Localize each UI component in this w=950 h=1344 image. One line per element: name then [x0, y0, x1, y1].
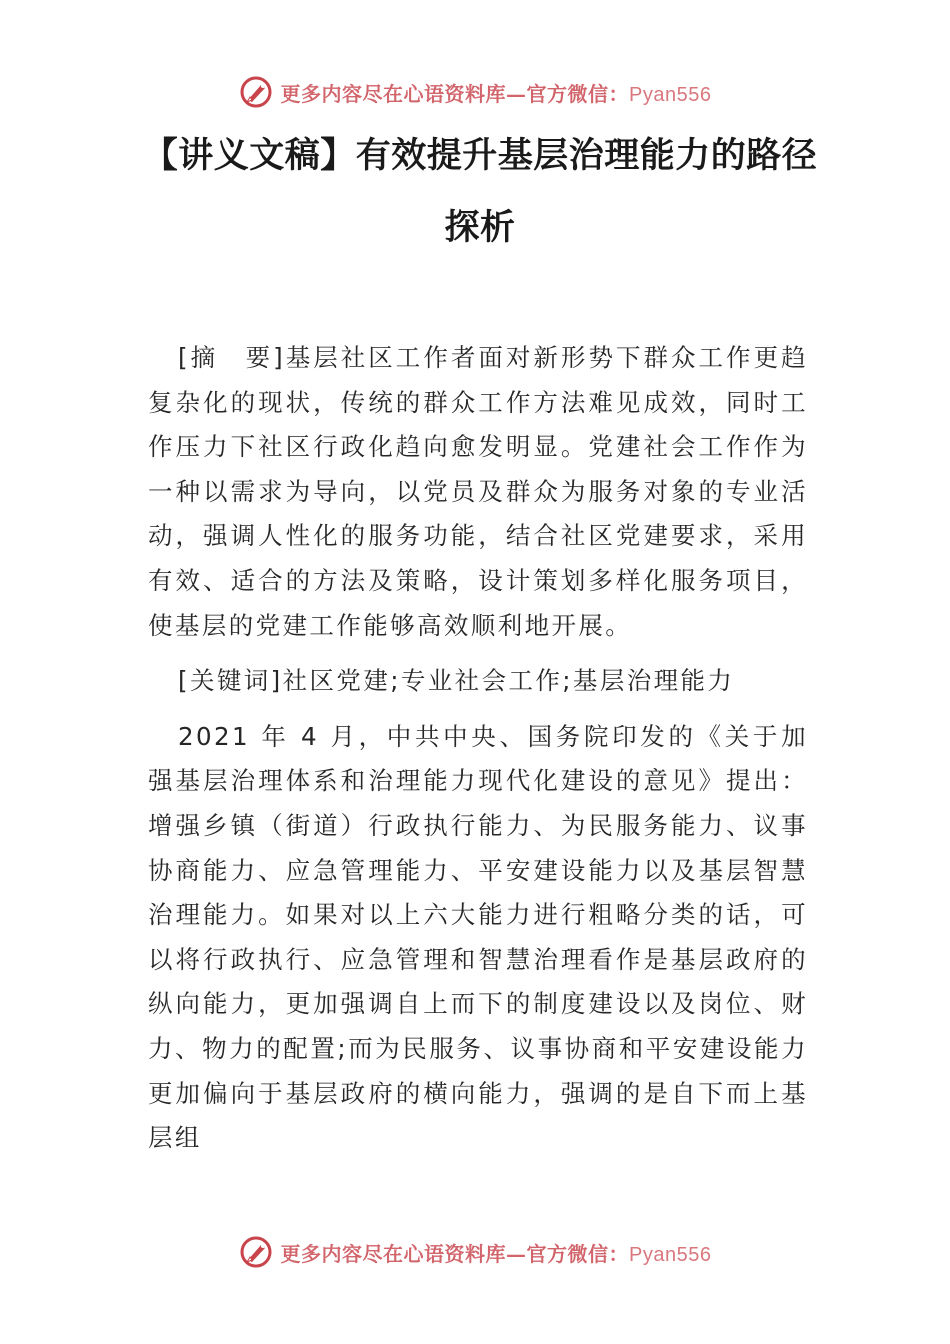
pen-seal-logo-icon	[239, 1235, 273, 1269]
watermark-text: 更多内容尽在心语资料库—官方微信：Pyan556	[280, 1241, 712, 1266]
abstract-paragraph: [摘 要]基层社区工作者面对新形势下群众工作更趋复杂化的现状，传统的群众工作方法难见成效，同时工作压力下社区行政化趋向愈发明显。党建社会工作作为一种以需求为导向，以党员及群众为服务对象的专业活动，强调人性化的服务功能，结合社区党建要求，采用有效、适合的方法及策略，设计策划多样化服务项目，使基层的党建工作能够高效顺利地开展。	[148, 343, 808, 640]
document-title: 【讲义文稿】有效提升基层治理能力的路径探析	[142, 136, 818, 248]
body-paragraph: 2021 年 4 月，中共中央、国务院印发的《关于加强基层治理体系和治理能力现代化建设的意见》提出：增强乡镇（街道）行政执行能力、为民服务能力、议事协商能力、应急管理能力、平安建设能力以及基层智慧治理能力。如果对以上六大能力进行粗略分类的话，可以将行政执行、应急管理和智慧治理看作是基层政府的纵向能力，更加强调自上而下的制度建设以及岗位、财力、物力的配置;而为民服务、议事协商和平安建设能力更加偏向于基层政府的横向能力，强调的是自下而上基层组	[148, 721, 808, 1153]
footer-watermark	[0, 1232, 950, 1272]
watermark-wechat-id: Pyan556	[629, 83, 712, 106]
document-body	[148, 336, 808, 1172]
pen-seal-logo-icon	[239, 75, 273, 109]
header-watermark	[0, 72, 950, 112]
watermark-text: 更多内容尽在心语资料库—官方微信：Pyan556	[280, 81, 712, 106]
watermark-wechat-id: Pyan556	[629, 1243, 712, 1266]
keywords-paragraph: [关键词]社区党建;专业社会工作;基层治理能力	[178, 666, 735, 696]
